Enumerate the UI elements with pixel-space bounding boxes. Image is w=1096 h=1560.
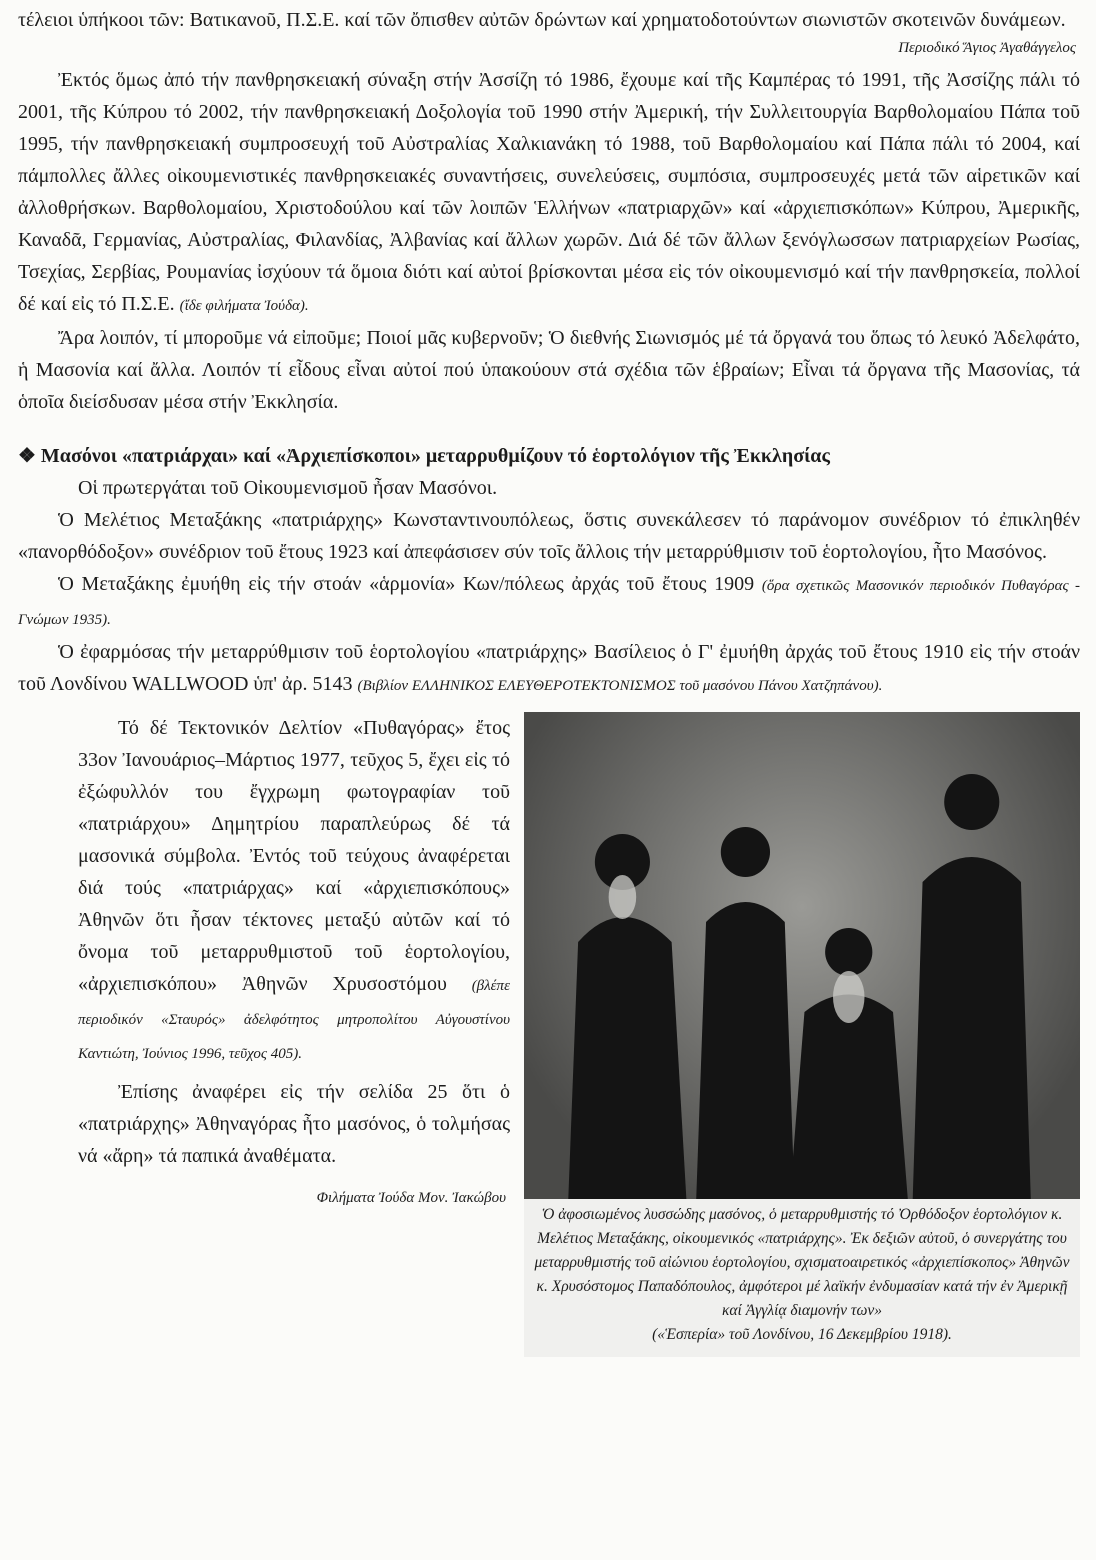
source-citation: Περιοδικό Ἅγιος Ἀγαθάγγελος [898, 40, 1076, 56]
paragraph-6 [18, 568, 1080, 636]
photo-figures [524, 712, 1080, 1199]
left-column [18, 712, 510, 1214]
paragraph-9 [78, 1076, 510, 1172]
paragraph-8 [78, 712, 510, 1070]
paragraph-text: Ἐπίσης ἀναφέρει εἰς τήν σελίδα 25 ὅτι ὁ «πατριάρχης» Ἀθηναγόρας ἦτο μασόνος, ὁ τολμήσας νά «ἄρη» τά παπικά ἀναθέματα. [78, 1081, 510, 1167]
paragraph-text: Τό δέ Τεκτονικόν Δελτίον «Πυθαγόρας» ἔτος 33ον Ἰανουάριος–Μάρτιος 1977, τεῦχος 5, ἔχει εἰς τό ἐξώφυλλόν του ἔγχρωμη φωτογραφίαν τοῦ «πατριάρχου» Δημητρίου παραπλεύρως δέ τά μασονικά σύμβολα. Ἐντός τοῦ τεύχους ἀναφέρεται διά τούς «πατριάρχας» καί «ἀρχιεπισκόπους» Ἀθηνῶν ὅτι ἦσαν τέκτονες μεταξύ αὐτῶν καί τό ὄνομα τοῦ μεταρρυθμιστοῦ τοῦ ἑορτολογίου, «ἀρχιεπισκόπου» Ἀθηνῶν Χρυσοστόμου [78, 717, 510, 995]
caption-source: («Ἑσπερία» τοῦ Λονδίνου, 16 Δεκεμβρίου 1918). [652, 1326, 952, 1343]
paragraph-2 [18, 64, 1080, 322]
note: (ὅρα σχετικῶς Μασονικόν περιοδικόν Πυθαγόρας - Γνώμων 1935). [18, 578, 1081, 628]
paragraph-text: Ὁ ἐφαρμόσας τήν μεταρρύθμισιν τοῦ ἑορτολογίου «πατριάρχης» Βασίλειος ὁ Γ' ἐμυήθη ἀρχάς τοῦ ἔτους 1910 εἰς τήν στοάν τοῦ Λονδίνου WALLWOOD ὑπ' ἀρ. 5143 [18, 641, 1080, 695]
paragraph-1 [18, 4, 1080, 36]
paragraph-text: Οἱ πρωτεργάται τοῦ Οἰκουμενισμοῦ ἦσαν Μασόνοι. [78, 477, 498, 499]
caption-text: Ὁ ἀφοσιωμένος λυσσώδης μασόνος, ὁ μεταρρυθμιστής τό Ὀρθόδοξον ἑορτολόγιον κ. Μελέτιος Μεταξάκης, οἰκουμενικός «πατριάρχης». Ἐκ δεξιῶν αὐτοῦ, ὁ συνεργάτης του μεταρρυθμιστής τοῦ αἰώνιου ἑορτολογίου, σχισματοαιρετικός «ἀρχιεπίσκοπος» Ἀθηνῶν κ. Χρυσόστομος Παπαδόπουλος, ἀμφότεροι μέ λαϊκήν ἐνδυμασίαν κατά τήν ἐν Ἀμερικῇ καί Ἀγγλίᾳ διαμονήν των» [534, 1206, 1070, 1319]
paragraph-3 [18, 322, 1080, 418]
paragraph-text: Ἄρα λοιπόν, τί μποροῦμε νά εἰποῦμε; Ποιοί μᾶς κυβερνοῦν; Ὁ διεθνής Σιωνισμός μέ τά ὄργανά του ὅπως τό λευκό Ἀδελφάτο, ἡ Μασονία καί ἄλλα. Λοιπόν τί εἶδους εἶναι αὐτοί πού ὑπακούουν στά σχέδια τῶν ἑβραίων; Εἶναι τά ὄργανα τῆς Μασονίας, τά ὁποῖα διείσδυσαν μέσα στήν Ἐκκλησία. [18, 327, 1080, 413]
note: (ἴδε φιλήματα Ἰούδα). [179, 298, 309, 314]
photo-caption [524, 1199, 1080, 1357]
paragraph-text: Ὁ Μεταξάκης ἐμυήθη εἰς τήν στοάν «ἁρμονία» Κων/πόλεως ἀρχάς τοῦ ἔτους 1909 [58, 573, 755, 595]
right-column [524, 712, 1080, 1357]
historical-photo [524, 712, 1080, 1199]
paragraph-5 [18, 504, 1080, 568]
two-column-section [18, 712, 1080, 1357]
paragraph-4 [18, 472, 1080, 504]
section-heading: ❖ Μασόνοι «πατριάρχαι» καί «Ἀρχιεπίσκοποι» μεταρρυθμίζουν τό ἑορτολόγιον τῆς Ἐκκλησίας [18, 445, 830, 467]
note: (Βιβλίον ΕΛΛΗΝΙΚΟΣ ΕΛΕΥΘΕΡΟΤΕΚΤΟΝΙΣΜΟΣ τοῦ μασόνου Πάνου Χατζηπάνου). [357, 678, 883, 694]
paragraph-text: τέλειοι ὑπήκοοι τῶν: Βατικανοῦ, Π.Σ.Ε. καί τῶν ὄπισθεν αὐτῶν δρώντων καί χρηματοδοτούντων σιωνιστῶν σκοτεινῶν δυνάμεων. [18, 9, 1066, 31]
paragraph-text: Ὁ Μελέτιος Μεταξάκης «πατριάρχης» Κωνσταντινουπόλεως, ὅστις συνεκάλεσεν τό παράνομον συνέδριον τό ἐπικληθέν «πανορθόδοξον» συνέδριον τοῦ ἔτους 1923 καί ἀπεφάσισεν σύν τοῖς ἄλλοις τήν μεταρρύθμισιν τοῦ ἑορτολογίου, ἦτο Μασόνος. [18, 509, 1080, 563]
note: (βλέπε περιοδικόν «Σταυρός» ἀδελφότητος μητροπολίτου Αὐγουστίνου Καντιώτη, Ἰούνιος 1996, τεῦχος 405). [78, 978, 510, 1062]
paragraph-text: Ἐκτός ὅμως ἀπό τήν πανθρησκειακή σύναξη στήν Ἀσσίζη τό 1986, ἔχουμε καί τῆς Καμπέρας τό 1991, τῆς Ἀσσίζης πάλι τό 2001, τῆς Κύπρου τό 2002, τήν πανθρησκειακή Δοξολογία τοῦ 1990 στήν Ἀμερική, τήν Συλλειτουργία Βαρθολομαίου Πάπα τοῦ 1995, τήν πανθρησκειακή συμπροσευχή τοῦ Αὐστραλίας Χαλκιανάκη τό 1988, τοῦ Βαρθολομαίου καί Πάπα πάλι τό 2004, καί πάμπολλες ἄλλες οἰκουμενιστικές πανθρησκειακές συναντήσεις, συνελεύσεις, συμπόσια, συμπροσευχές μετά τῶν αἱρετικῶν καί ἀλλοθρήσκων. Βαρθολομαίου, Χριστοδούλου καί τῶν λοιπῶν Ἑλλήνων «πατριαρχῶν» καί «ἀρχιεπισκόπων» Κύπρου, Ἀμερικῆς, Καναδᾶ, Γερμανίας, Αὐστραλίας, Φιλανδίας, Ἀλβανίας καί ἄλλων χωρῶν. Διά δέ τῶν ἄλλων ξενόγλωσσων πατριαρχείων Ρωσίας, Τσεχίας, Σερβίας, Ρουμανίας ἰσχύουν τά ὅμοια διότι καί αὐτοί βρίσκονται μέσα εἰς τόν οἰκουμενισμό καί τήν πανθρησκεία, πολλοί δέ καί εἰς τό Π.Σ.Ε. [18, 69, 1080, 315]
paragraph-7 [18, 636, 1080, 702]
source-citation: Φιλήματα Ἰούδα Μον. Ἰακώβου [316, 1190, 506, 1206]
